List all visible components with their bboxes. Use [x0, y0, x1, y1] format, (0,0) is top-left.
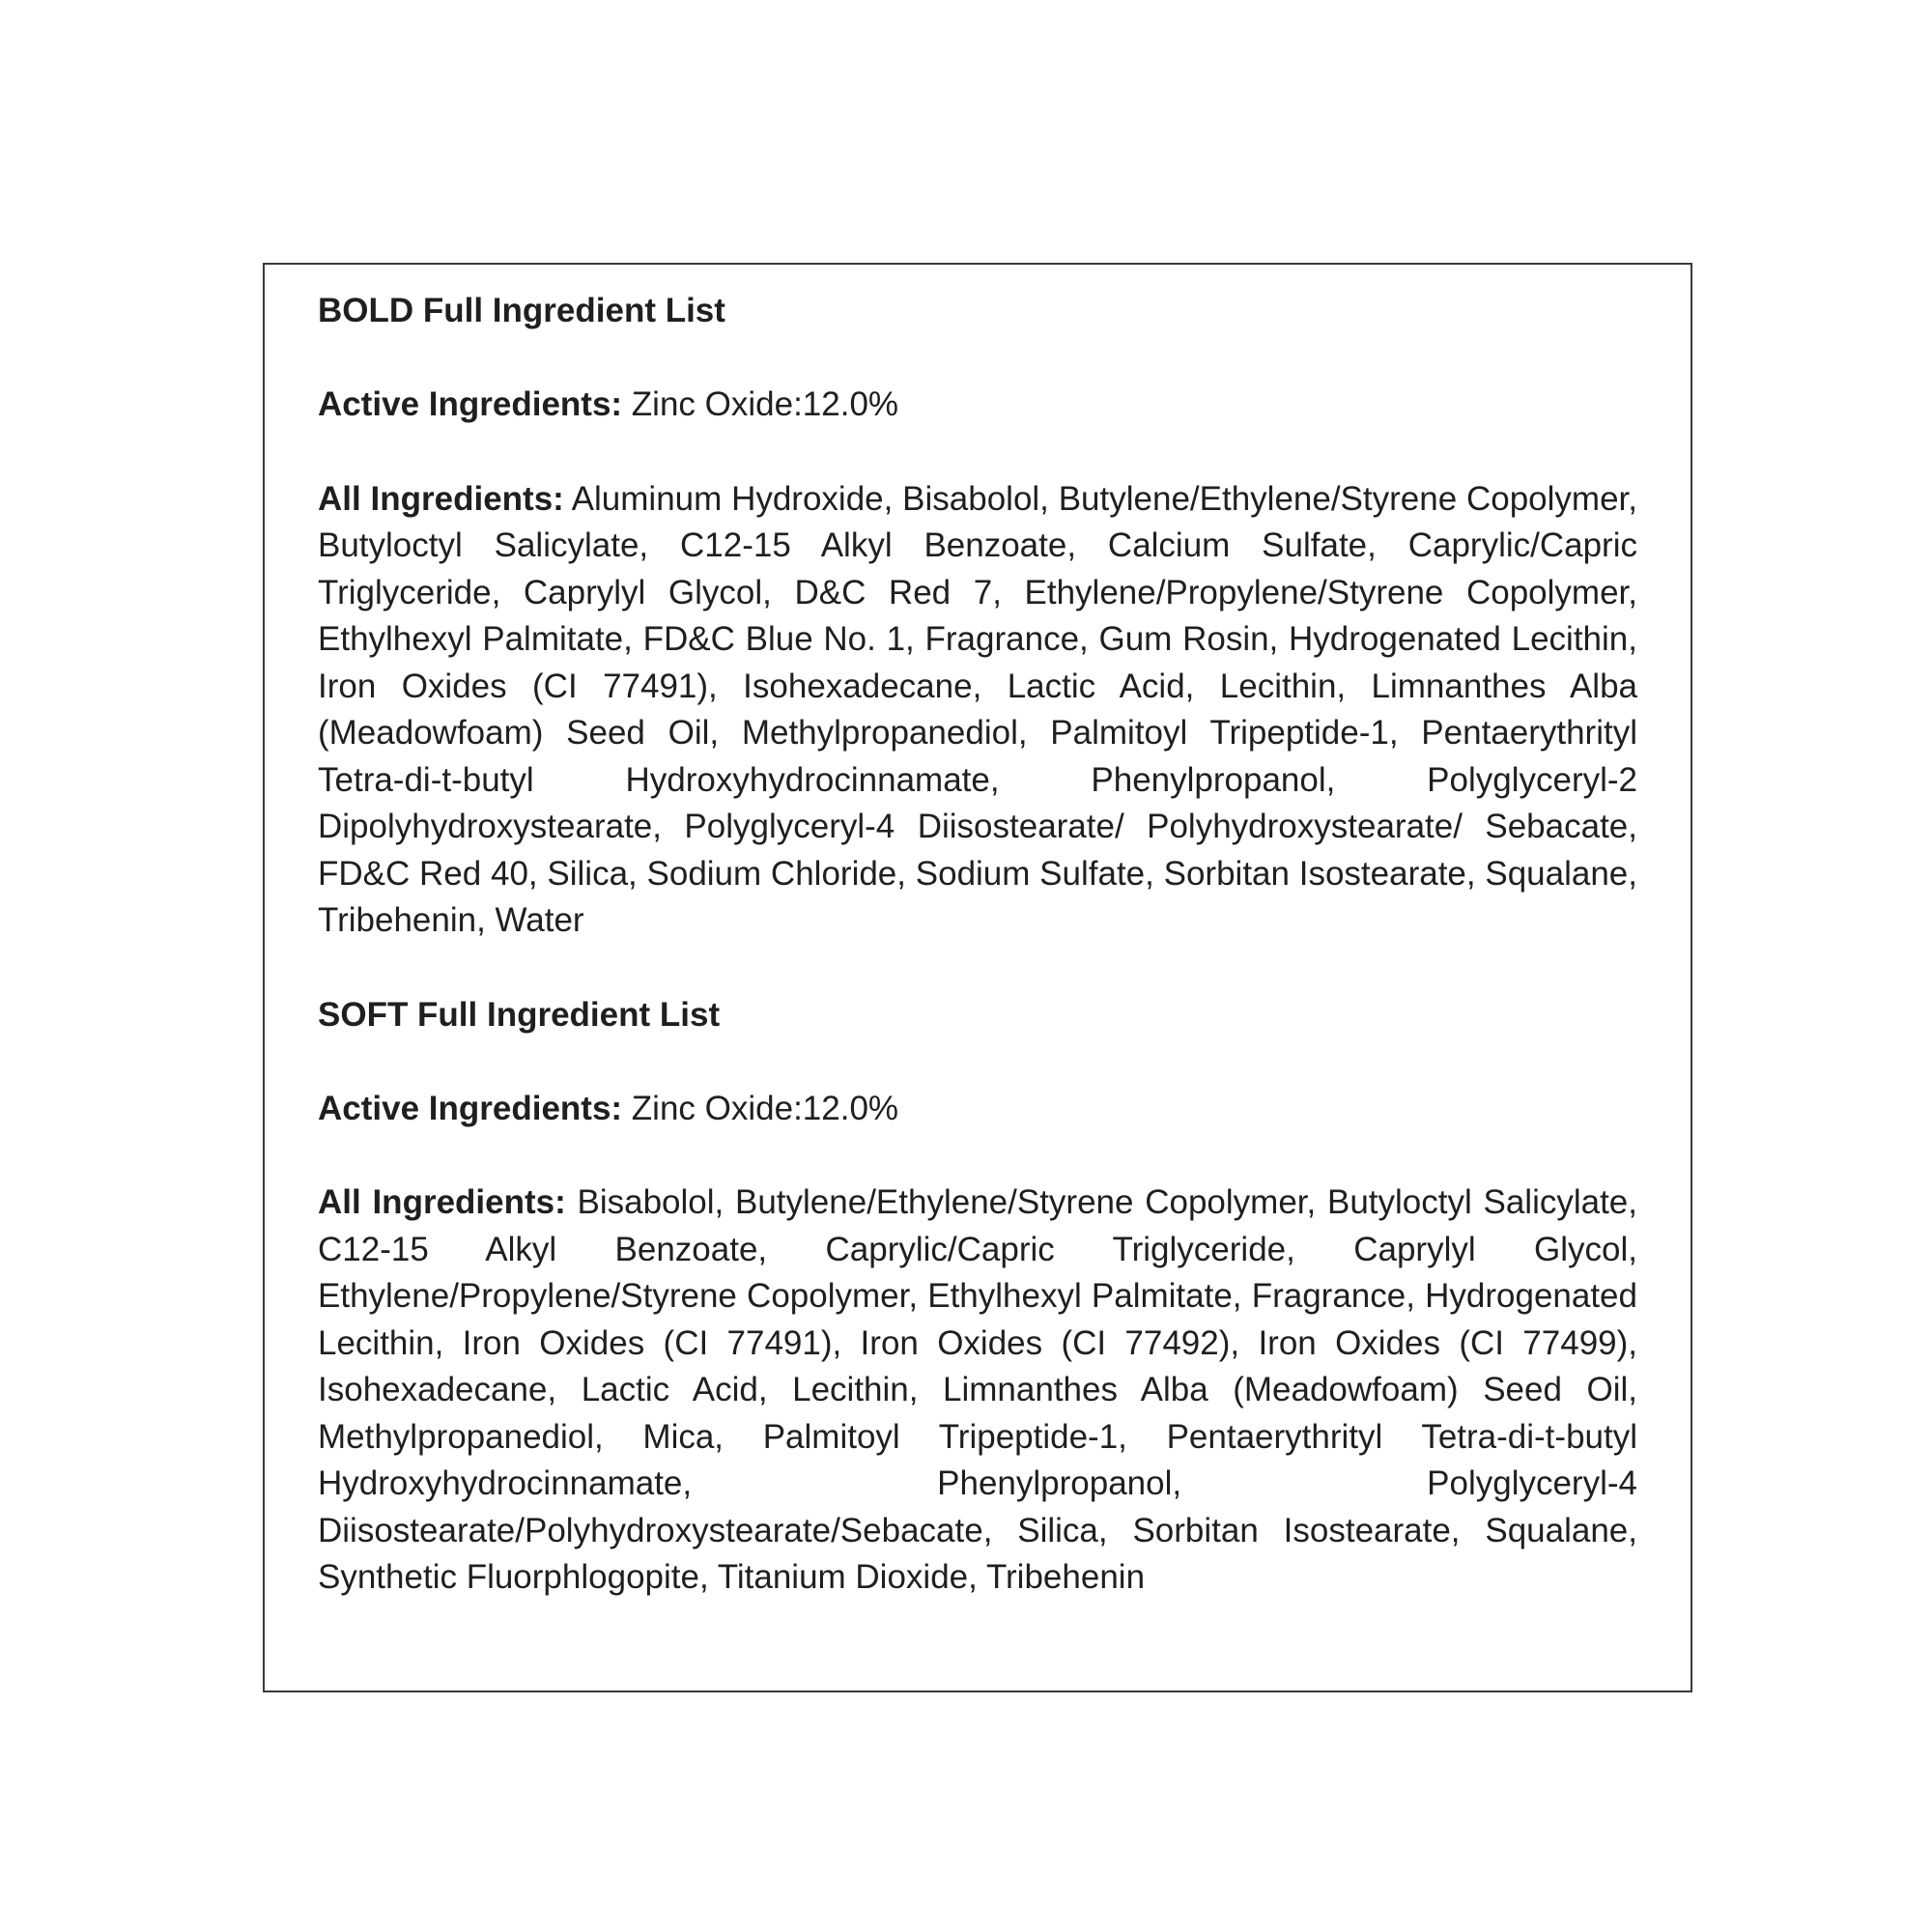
bold-active-value: Zinc Oxide:12.0% [622, 385, 899, 423]
bold-all-label: All Ingredients: [318, 479, 564, 518]
bold-active-ingredients [318, 382, 1637, 429]
soft-all-label: All Ingredients: [318, 1183, 566, 1221]
bold-active-label: Active Ingredients: [318, 385, 623, 423]
soft-section-title: SOFT Full Ingredient List [318, 995, 721, 1034]
soft-all-value: Bisabolol, Butylene/Ethylene/Styrene Copolymer, Butyloctyl Salicylate, C12-15 Alkyl Benzoate, Caprylic/Capric Triglyceride, Caprylyl Glycol, Ethylene/Propylene/Styrene Copolymer, Ethylhexyl Palmitate, Fragrance, Hydrogenated Lecithin, Iron Oxides (CI 77491), Iron Oxides (CI 77492), Iron Oxides (CI 77499), Isohexadecane, Lactic Acid, Lecithin, Limnanthes Alba (Meadowfoam) Seed Oil, Methylpropanediol, Mica, Palmitoyl Tripeptide-1, Pentaerythrityl Tetra-di-t-butyl Hydroxyhydrocinnamate, Phenylpropanol, Polyglyceryl-4 Diisostearate/Polyhydroxystearate/Sebacate, Silica, Sorbitan Isostearate, Squalane, Synthetic Fluorphlogopite, Titanium Dioxide, Tribehenin [318, 1183, 1637, 1596]
soft-active-ingredients [318, 1086, 1637, 1133]
bold-all-value: Aluminum Hydroxide, Bisabolol, Butylene/Ethylene/Styrene Copolymer, Butyloctyl Salicylate, C12-15 Alkyl Benzoate, Calcium Sulfate, Caprylic/Capric Triglyceride, Caprylyl Glycol, D&C Red 7, Ethylene/Propylene/Styrene Copolymer, Ethylhexyl Palmitate, FD&C Blue No. 1, Fragrance, Gum Rosin, Hydrogenated Lecithin, Iron Oxides (CI 77491), Isohexadecane, Lactic Acid, Lecithin, Limnanthes Alba (Meadowfoam) Seed Oil, Methylpropanediol, Palmitoyl Tripeptide-1, Pentaerythrityl Tetra-di-t-butyl Hydroxyhydrocinnamate, Phenylpropanol, Polyglyceryl-2 Dipolyhydroxystearate, Polyglyceryl-4 Diisostearate/ Polyhydroxystearate/ Sebacate, FD&C Red 40, Silica, Sodium Chloride, Sodium Sulfate, Sorbitan Isostearate, Squalane, Tribehenin, Water [318, 479, 1637, 939]
bold-all-ingredients [318, 476, 1637, 945]
bold-section-title: BOLD Full Ingredient List [318, 292, 725, 329]
soft-active-label: Active Ingredients: [318, 1089, 623, 1127]
ingredient-list-box [263, 263, 1692, 1692]
soft-all-ingredients [318, 1179, 1637, 1602]
soft-active-value: Zinc Oxide:12.0% [622, 1089, 899, 1127]
